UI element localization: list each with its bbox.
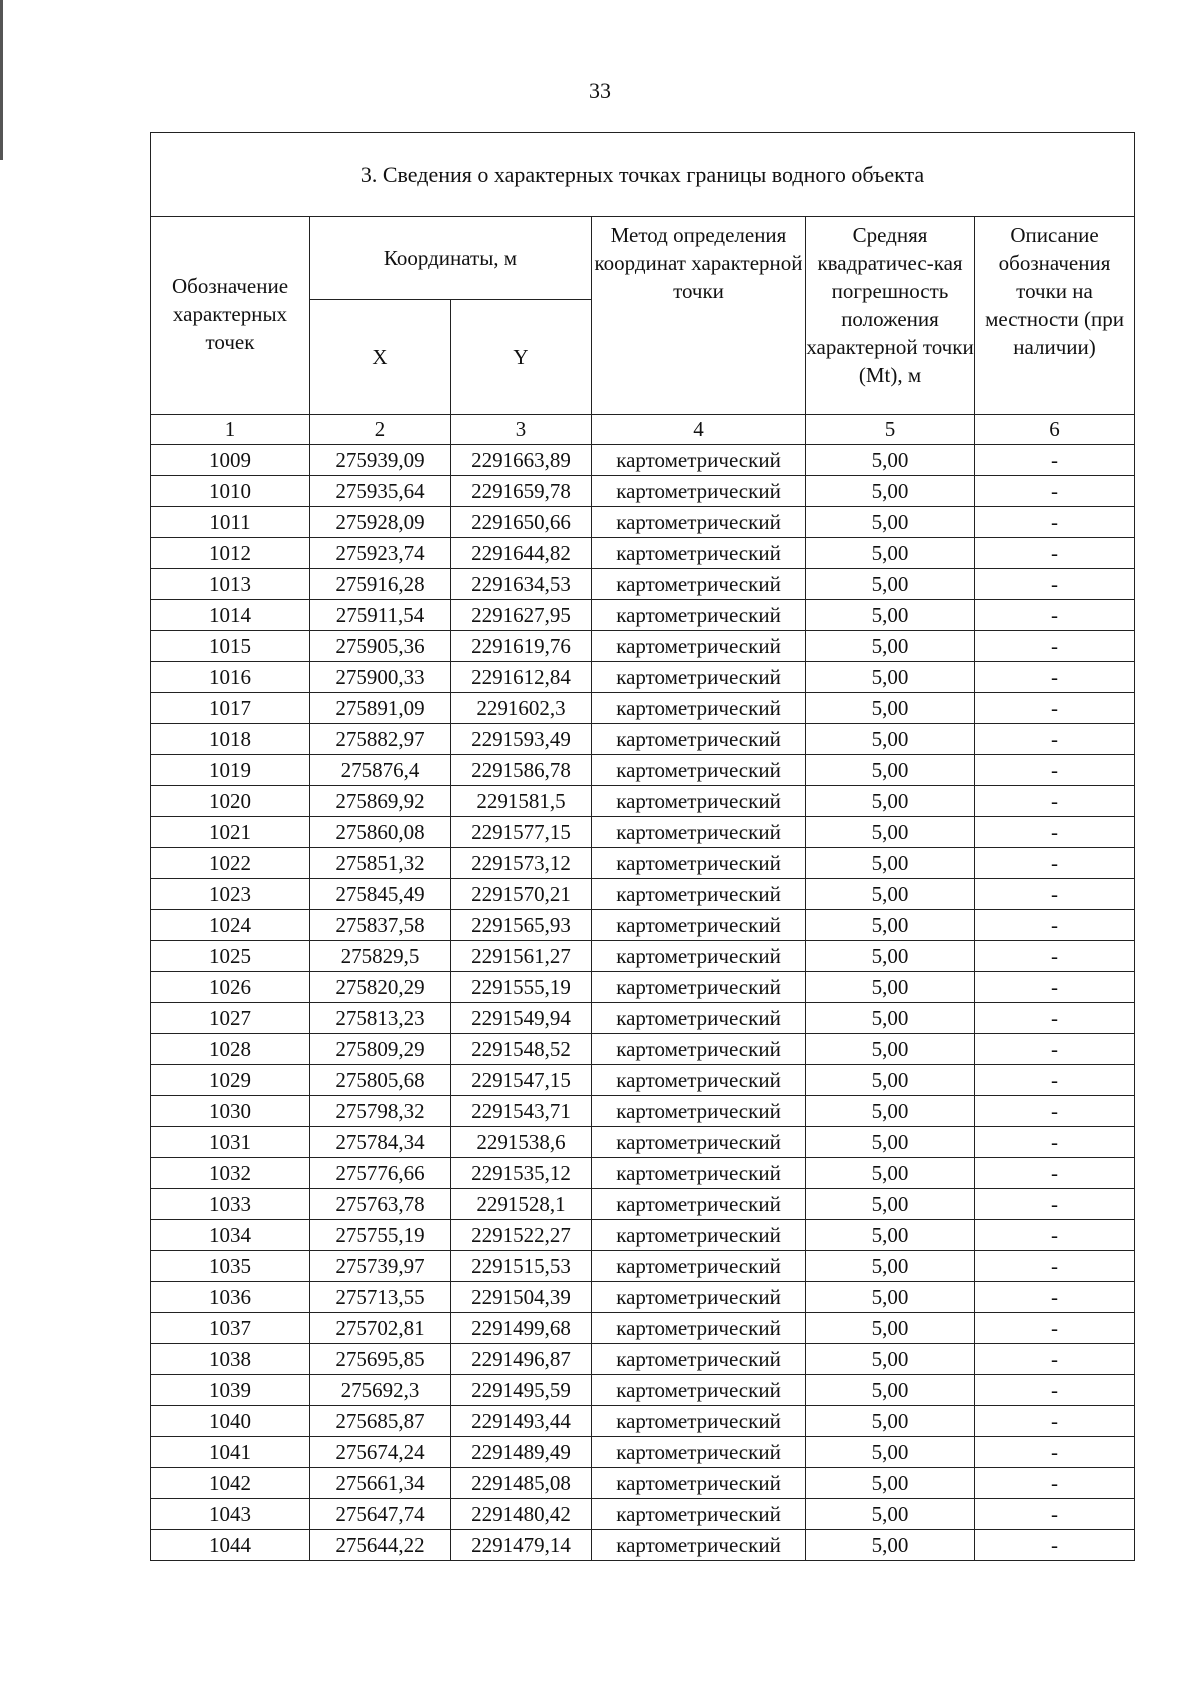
- table-row: [151, 910, 1135, 941]
- x-coordinate-cell: 275702,81: [310, 1313, 451, 1344]
- description-cell: -: [975, 507, 1135, 538]
- table-row: [151, 972, 1135, 1003]
- x-coordinate-cell: 275905,36: [310, 631, 451, 662]
- method-cell: картометрический: [592, 1096, 806, 1127]
- description-cell: -: [975, 1468, 1135, 1499]
- error-cell: 5,00: [806, 1282, 975, 1313]
- table-row: [151, 724, 1135, 755]
- error-cell: 5,00: [806, 1189, 975, 1220]
- description-cell: -: [975, 538, 1135, 569]
- x-coordinate-cell: 275763,78: [310, 1189, 451, 1220]
- table-row: [151, 1034, 1135, 1065]
- error-cell: 5,00: [806, 1158, 975, 1189]
- description-cell: -: [975, 1437, 1135, 1468]
- method-cell: картометрический: [592, 1220, 806, 1251]
- description-cell: -: [975, 786, 1135, 817]
- table-row: [151, 786, 1135, 817]
- error-cell: 5,00: [806, 631, 975, 662]
- error-cell: 5,00: [806, 755, 975, 786]
- x-coordinate-cell: 275860,08: [310, 817, 451, 848]
- x-coordinate-cell: 275869,92: [310, 786, 451, 817]
- error-cell: 5,00: [806, 569, 975, 600]
- point-id-cell: 1035: [151, 1251, 310, 1282]
- point-id-cell: 1039: [151, 1375, 310, 1406]
- point-id-cell: 1029: [151, 1065, 310, 1096]
- description-cell: -: [975, 724, 1135, 755]
- point-id-cell: 1041: [151, 1437, 310, 1468]
- description-cell: -: [975, 476, 1135, 507]
- table-title: 3. Сведения о характерных точках границы водного объекта: [151, 133, 1135, 217]
- point-id-cell: 1030: [151, 1096, 310, 1127]
- description-cell: -: [975, 848, 1135, 879]
- error-cell: 5,00: [806, 1251, 975, 1282]
- header-y: Y: [451, 300, 592, 415]
- point-id-cell: 1012: [151, 538, 310, 569]
- table-row: [151, 476, 1135, 507]
- method-cell: картометрический: [592, 1251, 806, 1282]
- error-cell: 5,00: [806, 1437, 975, 1468]
- y-coordinate-cell: 2291627,95: [451, 600, 592, 631]
- error-cell: 5,00: [806, 693, 975, 724]
- method-cell: картометрический: [592, 507, 806, 538]
- point-id-cell: 1036: [151, 1282, 310, 1313]
- error-cell: 5,00: [806, 1313, 975, 1344]
- method-cell: картометрический: [592, 1127, 806, 1158]
- x-coordinate-cell: 275882,97: [310, 724, 451, 755]
- point-id-cell: 1021: [151, 817, 310, 848]
- method-cell: картометрический: [592, 693, 806, 724]
- description-cell: -: [975, 1344, 1135, 1375]
- x-coordinate-cell: 275755,19: [310, 1220, 451, 1251]
- x-coordinate-cell: 275713,55: [310, 1282, 451, 1313]
- description-cell: -: [975, 1375, 1135, 1406]
- x-coordinate-cell: 275837,58: [310, 910, 451, 941]
- x-coordinate-cell: 275695,85: [310, 1344, 451, 1375]
- error-cell: 5,00: [806, 724, 975, 755]
- error-cell: 5,00: [806, 600, 975, 631]
- table-row: [151, 1406, 1135, 1437]
- y-coordinate-cell: 2291619,76: [451, 631, 592, 662]
- error-cell: 5,00: [806, 1499, 975, 1530]
- y-coordinate-cell: 2291549,94: [451, 1003, 592, 1034]
- x-coordinate-cell: 275845,49: [310, 879, 451, 910]
- table-row: [151, 1468, 1135, 1499]
- table-row: [151, 1003, 1135, 1034]
- point-id-cell: 1020: [151, 786, 310, 817]
- description-cell: -: [975, 662, 1135, 693]
- error-cell: 5,00: [806, 445, 975, 476]
- error-cell: 5,00: [806, 848, 975, 879]
- point-id-cell: 1010: [151, 476, 310, 507]
- y-coordinate-cell: 2291659,78: [451, 476, 592, 507]
- x-coordinate-cell: 275809,29: [310, 1034, 451, 1065]
- method-cell: картометрический: [592, 631, 806, 662]
- description-cell: -: [975, 1220, 1135, 1251]
- error-cell: 5,00: [806, 1375, 975, 1406]
- y-coordinate-cell: 2291515,53: [451, 1251, 592, 1282]
- table-row: [151, 879, 1135, 910]
- x-coordinate-cell: 275891,09: [310, 693, 451, 724]
- description-cell: -: [975, 879, 1135, 910]
- y-coordinate-cell: 2291480,42: [451, 1499, 592, 1530]
- table-row: [151, 1158, 1135, 1189]
- x-coordinate-cell: 275798,32: [310, 1096, 451, 1127]
- error-cell: 5,00: [806, 1127, 975, 1158]
- x-coordinate-cell: 275739,97: [310, 1251, 451, 1282]
- x-coordinate-cell: 275692,3: [310, 1375, 451, 1406]
- error-cell: 5,00: [806, 1468, 975, 1499]
- table-row: [151, 848, 1135, 879]
- method-cell: картометрический: [592, 1034, 806, 1065]
- error-cell: 5,00: [806, 941, 975, 972]
- error-cell: 5,00: [806, 662, 975, 693]
- method-cell: картометрический: [592, 476, 806, 507]
- y-coordinate-cell: 2291612,84: [451, 662, 592, 693]
- table-row: [151, 662, 1135, 693]
- point-id-cell: 1023: [151, 879, 310, 910]
- y-coordinate-cell: 2291561,27: [451, 941, 592, 972]
- x-coordinate-cell: 275935,64: [310, 476, 451, 507]
- method-cell: картометрический: [592, 786, 806, 817]
- point-id-cell: 1042: [151, 1468, 310, 1499]
- x-coordinate-cell: 275644,22: [310, 1530, 451, 1561]
- x-coordinate-cell: 275784,34: [310, 1127, 451, 1158]
- x-coordinate-cell: 275820,29: [310, 972, 451, 1003]
- y-coordinate-cell: 2291570,21: [451, 879, 592, 910]
- point-id-cell: 1027: [151, 1003, 310, 1034]
- x-coordinate-cell: 275916,28: [310, 569, 451, 600]
- x-coordinate-cell: 275851,32: [310, 848, 451, 879]
- y-coordinate-cell: 2291485,08: [451, 1468, 592, 1499]
- method-cell: картометрический: [592, 941, 806, 972]
- description-cell: -: [975, 1034, 1135, 1065]
- description-cell: -: [975, 1282, 1135, 1313]
- error-cell: 5,00: [806, 1065, 975, 1096]
- method-cell: картометрический: [592, 1065, 806, 1096]
- error-cell: 5,00: [806, 879, 975, 910]
- description-cell: -: [975, 1127, 1135, 1158]
- table-row: [151, 1189, 1135, 1220]
- table-row: [151, 941, 1135, 972]
- column-number: 5: [806, 415, 975, 445]
- y-coordinate-cell: 2291499,68: [451, 1313, 592, 1344]
- table-body: [151, 445, 1135, 1561]
- x-coordinate-cell: 275939,09: [310, 445, 451, 476]
- header-coordinates: Координаты, м: [310, 217, 592, 300]
- description-cell: -: [975, 631, 1135, 662]
- table-row: [151, 693, 1135, 724]
- description-cell: -: [975, 1251, 1135, 1282]
- y-coordinate-cell: 2291634,53: [451, 569, 592, 600]
- method-cell: картометрический: [592, 1499, 806, 1530]
- table-row: [151, 538, 1135, 569]
- header-mean-square-error: Средняя квадратичес-кая погрешность положения характерной точки (Mt), м: [806, 217, 975, 415]
- column-number: 2: [310, 415, 451, 445]
- description-cell: -: [975, 693, 1135, 724]
- method-cell: картометрический: [592, 538, 806, 569]
- method-cell: картометрический: [592, 1003, 806, 1034]
- description-cell: -: [975, 941, 1135, 972]
- point-id-cell: 1018: [151, 724, 310, 755]
- x-coordinate-cell: 275876,4: [310, 755, 451, 786]
- x-coordinate-cell: 275911,54: [310, 600, 451, 631]
- error-cell: 5,00: [806, 910, 975, 941]
- y-coordinate-cell: 2291528,1: [451, 1189, 592, 1220]
- point-id-cell: 1009: [151, 445, 310, 476]
- y-coordinate-cell: 2291573,12: [451, 848, 592, 879]
- description-cell: -: [975, 910, 1135, 941]
- y-coordinate-cell: 2291663,89: [451, 445, 592, 476]
- x-coordinate-cell: 275829,5: [310, 941, 451, 972]
- error-cell: 5,00: [806, 1344, 975, 1375]
- error-cell: 5,00: [806, 1034, 975, 1065]
- table-row: [151, 1282, 1135, 1313]
- method-cell: картометрический: [592, 910, 806, 941]
- error-cell: 5,00: [806, 972, 975, 1003]
- y-coordinate-cell: 2291577,15: [451, 817, 592, 848]
- table-row: [151, 1437, 1135, 1468]
- error-cell: 5,00: [806, 476, 975, 507]
- error-cell: 5,00: [806, 786, 975, 817]
- point-id-cell: 1043: [151, 1499, 310, 1530]
- description-cell: -: [975, 445, 1135, 476]
- table-row: [151, 445, 1135, 476]
- x-coordinate-cell: 275685,87: [310, 1406, 451, 1437]
- description-cell: -: [975, 600, 1135, 631]
- method-cell: картометрический: [592, 755, 806, 786]
- table-row: [151, 1530, 1135, 1561]
- x-coordinate-cell: 275900,33: [310, 662, 451, 693]
- table-row: [151, 569, 1135, 600]
- method-cell: картометрический: [592, 1437, 806, 1468]
- description-cell: -: [975, 1406, 1135, 1437]
- y-coordinate-cell: 2291493,44: [451, 1406, 592, 1437]
- point-id-cell: 1013: [151, 569, 310, 600]
- description-cell: -: [975, 1003, 1135, 1034]
- method-cell: картометрический: [592, 1468, 806, 1499]
- point-id-cell: 1032: [151, 1158, 310, 1189]
- method-cell: картометрический: [592, 817, 806, 848]
- header-method: Метод определения координат характерной точки: [592, 217, 806, 415]
- point-id-cell: 1033: [151, 1189, 310, 1220]
- error-cell: 5,00: [806, 1003, 975, 1034]
- y-coordinate-cell: 2291495,59: [451, 1375, 592, 1406]
- error-cell: 5,00: [806, 1406, 975, 1437]
- y-coordinate-cell: 2291581,5: [451, 786, 592, 817]
- method-cell: картометрический: [592, 1344, 806, 1375]
- y-coordinate-cell: 2291555,19: [451, 972, 592, 1003]
- error-cell: 5,00: [806, 1096, 975, 1127]
- table-row: [151, 631, 1135, 662]
- method-cell: картометрический: [592, 1375, 806, 1406]
- table-row: [151, 1096, 1135, 1127]
- error-cell: 5,00: [806, 538, 975, 569]
- table-row: [151, 1344, 1135, 1375]
- y-coordinate-cell: 2291644,82: [451, 538, 592, 569]
- x-coordinate-cell: 275776,66: [310, 1158, 451, 1189]
- method-cell: картометрический: [592, 848, 806, 879]
- method-cell: картометрический: [592, 724, 806, 755]
- x-coordinate-cell: 275647,74: [310, 1499, 451, 1530]
- y-coordinate-cell: 2291547,15: [451, 1065, 592, 1096]
- description-cell: -: [975, 1189, 1135, 1220]
- method-cell: картометрический: [592, 1158, 806, 1189]
- point-id-cell: 1011: [151, 507, 310, 538]
- point-id-cell: 1037: [151, 1313, 310, 1344]
- x-coordinate-cell: 275813,23: [310, 1003, 451, 1034]
- y-coordinate-cell: 2291593,49: [451, 724, 592, 755]
- point-id-cell: 1022: [151, 848, 310, 879]
- header-x: X: [310, 300, 451, 415]
- x-coordinate-cell: 275674,24: [310, 1437, 451, 1468]
- method-cell: картометрический: [592, 600, 806, 631]
- table-row: [151, 1220, 1135, 1251]
- y-coordinate-cell: 2291496,87: [451, 1344, 592, 1375]
- description-cell: -: [975, 1096, 1135, 1127]
- error-cell: 5,00: [806, 817, 975, 848]
- column-number: 4: [592, 415, 806, 445]
- column-number: 3: [451, 415, 592, 445]
- x-coordinate-cell: 275928,09: [310, 507, 451, 538]
- point-id-cell: 1034: [151, 1220, 310, 1251]
- description-cell: -: [975, 755, 1135, 786]
- y-coordinate-cell: 2291522,27: [451, 1220, 592, 1251]
- y-coordinate-cell: 2291548,52: [451, 1034, 592, 1065]
- point-id-cell: 1019: [151, 755, 310, 786]
- error-cell: 5,00: [806, 1220, 975, 1251]
- table-row: [151, 600, 1135, 631]
- description-cell: -: [975, 569, 1135, 600]
- table-row: [151, 1127, 1135, 1158]
- point-id-cell: 1038: [151, 1344, 310, 1375]
- y-coordinate-cell: 2291650,66: [451, 507, 592, 538]
- y-coordinate-cell: 2291489,49: [451, 1437, 592, 1468]
- point-id-cell: 1044: [151, 1530, 310, 1561]
- y-coordinate-cell: 2291586,78: [451, 755, 592, 786]
- point-id-cell: 1017: [151, 693, 310, 724]
- method-cell: картометрический: [592, 1530, 806, 1561]
- point-id-cell: 1024: [151, 910, 310, 941]
- description-cell: -: [975, 1313, 1135, 1344]
- boundary-points-table: [150, 132, 1135, 1561]
- method-cell: картометрический: [592, 445, 806, 476]
- column-number: 1: [151, 415, 310, 445]
- error-cell: 5,00: [806, 507, 975, 538]
- method-cell: картометрический: [592, 569, 806, 600]
- y-coordinate-cell: 2291543,71: [451, 1096, 592, 1127]
- point-id-cell: 1014: [151, 600, 310, 631]
- column-number-row: [151, 415, 1135, 445]
- method-cell: картометрический: [592, 1282, 806, 1313]
- point-id-cell: 1026: [151, 972, 310, 1003]
- x-coordinate-cell: 275661,34: [310, 1468, 451, 1499]
- method-cell: картометрический: [592, 972, 806, 1003]
- point-id-cell: 1015: [151, 631, 310, 662]
- description-cell: -: [975, 972, 1135, 1003]
- table-row: [151, 1065, 1135, 1096]
- y-coordinate-cell: 2291504,39: [451, 1282, 592, 1313]
- point-id-cell: 1025: [151, 941, 310, 972]
- header-point-designation: Обозначение характерных точек: [151, 217, 310, 415]
- y-coordinate-cell: 2291479,14: [451, 1530, 592, 1561]
- table-row: [151, 507, 1135, 538]
- table-row: [151, 817, 1135, 848]
- description-cell: -: [975, 1065, 1135, 1096]
- method-cell: картометрический: [592, 879, 806, 910]
- description-cell: -: [975, 1530, 1135, 1561]
- point-id-cell: 1040: [151, 1406, 310, 1437]
- method-cell: картометрический: [592, 662, 806, 693]
- description-cell: -: [975, 1158, 1135, 1189]
- page-number: 33: [589, 78, 611, 103]
- y-coordinate-cell: 2291602,3: [451, 693, 592, 724]
- x-coordinate-cell: 275923,74: [310, 538, 451, 569]
- table-row: [151, 1251, 1135, 1282]
- y-coordinate-cell: 2291535,12: [451, 1158, 592, 1189]
- method-cell: картометрический: [592, 1406, 806, 1437]
- x-coordinate-cell: 275805,68: [310, 1065, 451, 1096]
- header-description: Описание обозначения точки на местности (при наличии): [975, 217, 1135, 415]
- table-row: [151, 1313, 1135, 1344]
- point-id-cell: 1028: [151, 1034, 310, 1065]
- point-id-cell: 1016: [151, 662, 310, 693]
- description-cell: -: [975, 817, 1135, 848]
- y-coordinate-cell: 2291565,93: [451, 910, 592, 941]
- point-id-cell: 1031: [151, 1127, 310, 1158]
- y-coordinate-cell: 2291538,6: [451, 1127, 592, 1158]
- table-row: [151, 1499, 1135, 1530]
- table-row: [151, 1375, 1135, 1406]
- error-cell: 5,00: [806, 1530, 975, 1561]
- method-cell: картометрический: [592, 1313, 806, 1344]
- column-number: 6: [975, 415, 1135, 445]
- description-cell: -: [975, 1499, 1135, 1530]
- method-cell: картометрический: [592, 1189, 806, 1220]
- table-row: [151, 755, 1135, 786]
